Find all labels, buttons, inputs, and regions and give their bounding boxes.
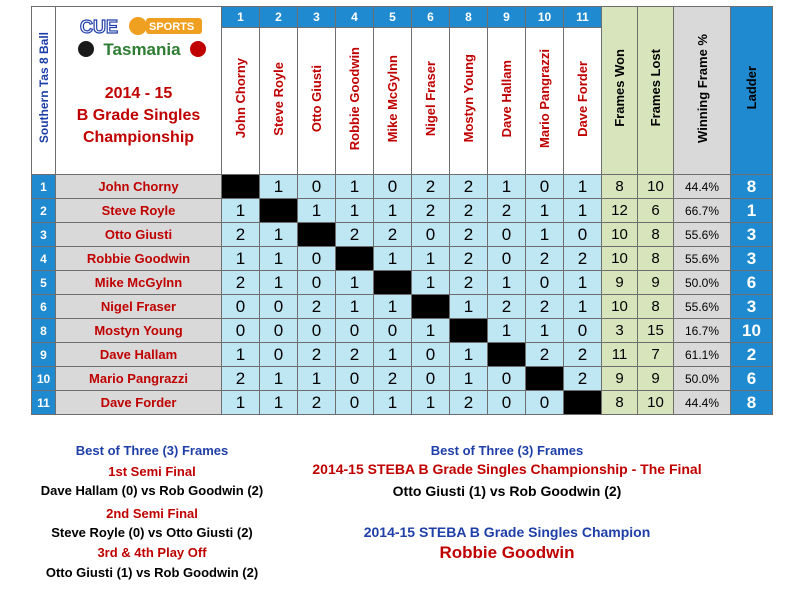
cue-sports-logo bbox=[72, 13, 212, 61]
self-match-cell bbox=[450, 319, 488, 343]
result-cell: 0 bbox=[412, 223, 450, 247]
frames-won-cell: 10 bbox=[602, 247, 638, 271]
row-player-name: Dave Forder bbox=[56, 391, 222, 415]
winning-pct-cell: 44.4% bbox=[674, 391, 731, 415]
row-number: 1 bbox=[32, 175, 56, 199]
result-cell: 2 bbox=[222, 367, 260, 391]
frames-won-cell: 10 bbox=[602, 223, 638, 247]
row-number: 5 bbox=[32, 271, 56, 295]
result-cell: 1 bbox=[564, 199, 602, 223]
row-player-name: Steve Royle bbox=[56, 199, 222, 223]
column-player-name: Robbie Goodwin bbox=[347, 46, 362, 151]
result-cell: 1 bbox=[260, 175, 298, 199]
side-label-cell bbox=[32, 7, 56, 175]
result-cell: 1 bbox=[298, 199, 336, 223]
result-cell: 0 bbox=[412, 343, 450, 367]
self-match-cell bbox=[374, 271, 412, 295]
winning-pct-cell: 66.7% bbox=[674, 199, 731, 223]
frames-won-cell: 9 bbox=[602, 271, 638, 295]
result-cell: 0 bbox=[336, 367, 374, 391]
result-cell: 1 bbox=[412, 319, 450, 343]
row-player-name: Mike McGylnn bbox=[56, 271, 222, 295]
frames-won-cell: 10 bbox=[602, 295, 638, 319]
result-cell: 1 bbox=[564, 175, 602, 199]
row-player-name: Otto Giusti bbox=[56, 223, 222, 247]
frames-lost-cell: 8 bbox=[638, 247, 674, 271]
result-cell: 1 bbox=[450, 295, 488, 319]
player-row bbox=[32, 295, 773, 319]
frames-lost-cell: 7 bbox=[638, 343, 674, 367]
frames-lost-header: Frames Lost bbox=[638, 7, 674, 175]
result-cell: 0 bbox=[298, 271, 336, 295]
row-number: 2 bbox=[32, 199, 56, 223]
result-cell: 2 bbox=[298, 295, 336, 319]
row-player-name: John Chorny bbox=[56, 175, 222, 199]
column-player-name: Otto Giusti bbox=[309, 64, 324, 133]
ladder-position-cell: 6 bbox=[731, 271, 773, 295]
results-grid bbox=[31, 6, 773, 415]
row-number: 3 bbox=[32, 223, 56, 247]
column-player-header bbox=[412, 28, 450, 175]
result-cell: 1 bbox=[298, 367, 336, 391]
result-cell: 1 bbox=[374, 391, 412, 415]
column-number-header: 11 bbox=[564, 7, 602, 28]
result-cell: 2 bbox=[450, 223, 488, 247]
row-number: 8 bbox=[32, 319, 56, 343]
winning-pct-cell: 16.7% bbox=[674, 319, 731, 343]
title-season: 2014 - 15 bbox=[104, 85, 173, 102]
ladder-position-cell: 6 bbox=[731, 367, 773, 391]
ladder-position-cell: 8 bbox=[731, 175, 773, 199]
player-row bbox=[32, 367, 773, 391]
result-cell: 1 bbox=[526, 199, 564, 223]
column-number-header: 10 bbox=[526, 7, 564, 28]
result-cell: 1 bbox=[450, 367, 488, 391]
result-cell: 0 bbox=[526, 391, 564, 415]
result-cell: 2 bbox=[526, 247, 564, 271]
result-cell: 2 bbox=[412, 199, 450, 223]
result-cell: 1 bbox=[336, 295, 374, 319]
result-cell: 1 bbox=[488, 175, 526, 199]
ladder-position-cell: 8 bbox=[731, 391, 773, 415]
title-grade: B Grade Singles bbox=[76, 107, 201, 124]
frames-won-cell: 8 bbox=[602, 175, 638, 199]
result-cell: 1 bbox=[374, 295, 412, 319]
column-player-name: Mario Pangrazzi bbox=[537, 49, 552, 148]
champion-title: 2014-15 STEBA B Grade Singles Champion bbox=[363, 524, 651, 540]
semi2-title: 2nd Semi Final bbox=[106, 506, 198, 521]
column-player-header bbox=[564, 28, 602, 175]
result-cell: 1 bbox=[526, 319, 564, 343]
frames-lost-cell: 10 bbox=[638, 391, 674, 415]
column-number-header: 2 bbox=[260, 7, 298, 28]
result-cell: 1 bbox=[374, 199, 412, 223]
result-cell: 1 bbox=[450, 343, 488, 367]
result-cell: 0 bbox=[526, 271, 564, 295]
left-format-label: Best of Three (3) Frames bbox=[75, 443, 229, 458]
logo-word-tasmania: Tasmania bbox=[103, 40, 181, 59]
result-cell: 1 bbox=[374, 247, 412, 271]
result-cell: 1 bbox=[260, 367, 298, 391]
result-cell: 0 bbox=[488, 223, 526, 247]
final-result: Otto Giusti (1) vs Rob Goodwin (2) bbox=[392, 483, 622, 499]
ladder-position-cell: 3 bbox=[731, 223, 773, 247]
column-player-header bbox=[222, 28, 260, 175]
column-number-header: 6 bbox=[412, 7, 450, 28]
row-player-name: Mostyn Young bbox=[56, 319, 222, 343]
result-cell: 2 bbox=[488, 199, 526, 223]
column-player-header bbox=[488, 28, 526, 175]
column-player-header bbox=[336, 28, 374, 175]
frames-won-cell: 3 bbox=[602, 319, 638, 343]
result-cell: 1 bbox=[564, 271, 602, 295]
semi2-result: Steve Royle (0) vs Otto Giusti (2) bbox=[51, 525, 253, 540]
result-cell: 2 bbox=[222, 271, 260, 295]
column-player-name: Nigel Fraser bbox=[423, 60, 438, 137]
self-match-cell bbox=[488, 343, 526, 367]
result-cell: 0 bbox=[222, 295, 260, 319]
result-cell: 0 bbox=[298, 247, 336, 271]
ladder-position-cell: 10 bbox=[731, 319, 773, 343]
row-player-name: Nigel Fraser bbox=[56, 295, 222, 319]
result-cell: 0 bbox=[488, 391, 526, 415]
result-cell: 2 bbox=[564, 247, 602, 271]
frames-won-cell: 12 bbox=[602, 199, 638, 223]
result-cell: 1 bbox=[412, 391, 450, 415]
player-row bbox=[32, 175, 773, 199]
ladder-header: Ladder bbox=[731, 7, 773, 175]
semi1-title: 1st Semi Final bbox=[108, 464, 196, 479]
column-number-header: 5 bbox=[374, 7, 412, 28]
result-cell: 1 bbox=[412, 271, 450, 295]
frames-lost-cell: 15 bbox=[638, 319, 674, 343]
row-player-name: Mario Pangrazzi bbox=[56, 367, 222, 391]
row-number: 6 bbox=[32, 295, 56, 319]
playoff-result: Otto Giusti (1) vs Rob Goodwin (2) bbox=[45, 565, 259, 580]
result-cell: 1 bbox=[488, 271, 526, 295]
frames-won-cell: 8 bbox=[602, 391, 638, 415]
column-player-name: Steve Royle bbox=[271, 61, 286, 136]
result-cell: 2 bbox=[412, 175, 450, 199]
ladder-position-cell: 1 bbox=[731, 199, 773, 223]
winning-pct-cell: 50.0% bbox=[674, 271, 731, 295]
column-number-header: 3 bbox=[298, 7, 336, 28]
winning-pct-cell: 44.4% bbox=[674, 175, 731, 199]
result-cell: 2 bbox=[488, 295, 526, 319]
result-cell: 1 bbox=[260, 247, 298, 271]
result-cell: 0 bbox=[374, 319, 412, 343]
result-cell: 2 bbox=[564, 343, 602, 367]
self-match-cell bbox=[526, 367, 564, 391]
result-cell: 2 bbox=[564, 367, 602, 391]
result-cell: 2 bbox=[374, 367, 412, 391]
column-number-header: 9 bbox=[488, 7, 526, 28]
result-cell: 2 bbox=[526, 295, 564, 319]
result-cell: 2 bbox=[336, 223, 374, 247]
frames-lost-cell: 10 bbox=[638, 175, 674, 199]
column-player-header bbox=[450, 28, 488, 175]
result-cell: 2 bbox=[450, 175, 488, 199]
column-number-header: 4 bbox=[336, 7, 374, 28]
player-row bbox=[32, 319, 773, 343]
champion-name: Robbie Goodwin bbox=[439, 543, 575, 562]
frames-lost-cell: 8 bbox=[638, 223, 674, 247]
result-cell: 1 bbox=[412, 247, 450, 271]
result-cell: 1 bbox=[222, 199, 260, 223]
frames-won-header: Frames Won bbox=[602, 7, 638, 175]
result-cell: 1 bbox=[260, 223, 298, 247]
result-cell: 1 bbox=[374, 343, 412, 367]
logo-word-sports: SPORTS bbox=[149, 21, 195, 33]
player-row bbox=[32, 271, 773, 295]
title-block bbox=[56, 7, 222, 175]
self-match-cell bbox=[336, 247, 374, 271]
row-number: 10 bbox=[32, 367, 56, 391]
row-player-name: Dave Hallam bbox=[56, 343, 222, 367]
result-cell: 1 bbox=[564, 295, 602, 319]
frames-won-cell: 9 bbox=[602, 367, 638, 391]
self-match-cell bbox=[222, 175, 260, 199]
result-cell: 0 bbox=[222, 319, 260, 343]
result-cell: 2 bbox=[526, 343, 564, 367]
column-number-header: 8 bbox=[450, 7, 488, 28]
result-cell: 1 bbox=[336, 199, 374, 223]
player-row bbox=[32, 391, 773, 415]
result-cell: 1 bbox=[336, 271, 374, 295]
ladder-position-cell: 3 bbox=[731, 295, 773, 319]
self-match-cell bbox=[298, 223, 336, 247]
ladder-position-cell: 3 bbox=[731, 247, 773, 271]
result-cell: 1 bbox=[260, 271, 298, 295]
playoff-title: 3rd & 4th Play Off bbox=[97, 545, 207, 560]
result-cell: 2 bbox=[298, 391, 336, 415]
result-cell: 1 bbox=[222, 391, 260, 415]
result-cell: 2 bbox=[450, 271, 488, 295]
result-cell: 0 bbox=[298, 319, 336, 343]
column-player-name: John Chorny bbox=[233, 58, 248, 139]
column-player-name: Dave Forder bbox=[575, 60, 590, 137]
frames-won-cell: 11 bbox=[602, 343, 638, 367]
result-cell: 0 bbox=[298, 175, 336, 199]
winning-pct-cell: 55.6% bbox=[674, 247, 731, 271]
result-cell: 2 bbox=[336, 343, 374, 367]
player-row bbox=[32, 199, 773, 223]
side-label: Southern Tas 8 Ball bbox=[36, 32, 51, 144]
title-championship: Championship bbox=[82, 129, 195, 146]
result-cell: 0 bbox=[564, 319, 602, 343]
result-cell: 0 bbox=[564, 223, 602, 247]
row-number: 4 bbox=[32, 247, 56, 271]
final-title: 2014-15 STEBA B Grade Singles Championship - The Final bbox=[312, 461, 702, 477]
winning-pct-cell: 55.6% bbox=[674, 223, 731, 247]
logo-word-cue: CUE bbox=[80, 17, 119, 37]
row-number: 9 bbox=[32, 343, 56, 367]
player-row bbox=[32, 223, 773, 247]
column-player-header bbox=[260, 28, 298, 175]
ladder-position-cell: 2 bbox=[731, 343, 773, 367]
result-cell: 0 bbox=[374, 175, 412, 199]
result-cell: 2 bbox=[374, 223, 412, 247]
winning-pct-cell: 50.0% bbox=[674, 367, 731, 391]
column-player-header bbox=[526, 28, 564, 175]
result-cell: 1 bbox=[222, 343, 260, 367]
result-cell: 0 bbox=[260, 295, 298, 319]
result-cell: 1 bbox=[336, 175, 374, 199]
result-cell: 0 bbox=[336, 319, 374, 343]
result-cell: 2 bbox=[450, 199, 488, 223]
result-cell: 1 bbox=[526, 223, 564, 247]
result-cell: 0 bbox=[526, 175, 564, 199]
semi1-result: Dave Hallam (0) vs Rob Goodwin (2) bbox=[40, 483, 264, 498]
result-cell: 0 bbox=[260, 343, 298, 367]
result-cell: 0 bbox=[412, 367, 450, 391]
result-cell: 1 bbox=[222, 247, 260, 271]
right-format-label: Best of Three (3) Frames bbox=[430, 443, 584, 458]
player-row bbox=[32, 247, 773, 271]
column-player-header bbox=[298, 28, 336, 175]
result-cell: 2 bbox=[450, 247, 488, 271]
winning-pct-header: Winning Frame % bbox=[674, 7, 731, 175]
column-player-header bbox=[374, 28, 412, 175]
result-cell: 0 bbox=[336, 391, 374, 415]
result-cell: 0 bbox=[488, 367, 526, 391]
row-number: 11 bbox=[32, 391, 56, 415]
winning-pct-cell: 61.1% bbox=[674, 343, 731, 367]
column-number-header: 1 bbox=[222, 7, 260, 28]
frames-lost-cell: 9 bbox=[638, 271, 674, 295]
player-row bbox=[32, 343, 773, 367]
result-cell: 2 bbox=[298, 343, 336, 367]
column-player-name: Mike McGylnn bbox=[385, 54, 400, 143]
winning-pct-cell: 55.6% bbox=[674, 295, 731, 319]
self-match-cell bbox=[260, 199, 298, 223]
result-cell: 2 bbox=[222, 223, 260, 247]
frames-lost-cell: 8 bbox=[638, 295, 674, 319]
self-match-cell bbox=[564, 391, 602, 415]
frames-lost-cell: 6 bbox=[638, 199, 674, 223]
column-player-name: Dave Hallam bbox=[499, 59, 514, 138]
column-player-name: Mostyn Young bbox=[461, 54, 476, 143]
row-player-name: Robbie Goodwin bbox=[56, 247, 222, 271]
result-cell: 0 bbox=[260, 319, 298, 343]
result-cell: 2 bbox=[450, 391, 488, 415]
frames-lost-cell: 9 bbox=[638, 367, 674, 391]
result-cell: 1 bbox=[260, 391, 298, 415]
result-cell: 1 bbox=[488, 319, 526, 343]
result-cell: 0 bbox=[488, 247, 526, 271]
self-match-cell bbox=[412, 295, 450, 319]
